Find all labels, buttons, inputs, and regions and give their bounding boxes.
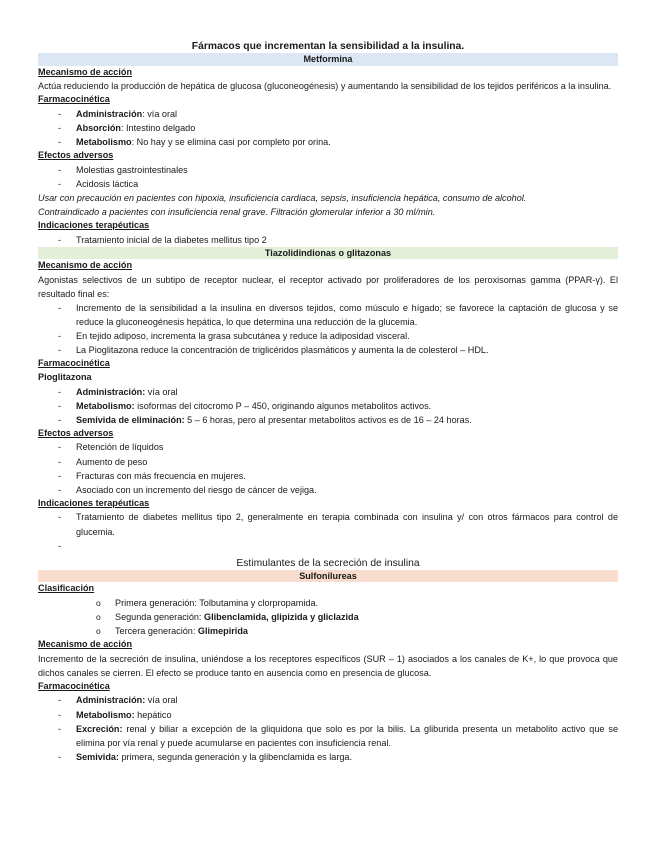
heading-mecanismo: Mecanismo de acción (38, 639, 133, 650)
heading-efectos: Efectos adversos (38, 427, 114, 438)
section-band-sulfonilureas: Sulfonilureas (38, 570, 618, 583)
list-resultados (38, 301, 618, 357)
list-indicaciones (38, 233, 618, 247)
heading-indicaciones: Indicaciones terapéuticas (38, 220, 150, 231)
heading-farmacocinetica: Farmacocinética (38, 358, 110, 369)
section-title-estimulantes: Estimulantes de la secreción de insulina (236, 557, 420, 569)
heading-indicaciones: Indicaciones terapéuticas (38, 497, 150, 508)
subheading-pioglitazona: Pioglitazona (38, 371, 92, 382)
list-clasificacion (38, 596, 618, 638)
list-item: - Administración: vía oral (38, 385, 618, 399)
list-farmacocinetica (38, 693, 618, 763)
note-contraindicado: Contraindicado a pacientes con insuficiencia renal grave. Filtración glomerular inferior a 30 ml/min. (38, 206, 436, 217)
list-item: - Fracturas con más frecuencia en mujeres. (38, 469, 618, 483)
list-efectos (38, 440, 618, 496)
list-item: - Absorción: Intestino delgado (38, 121, 618, 135)
list-farmacocinetica (38, 385, 618, 427)
heading-mecanismo: Mecanismo de acción (38, 260, 133, 271)
list-item-empty (38, 539, 618, 553)
list-item: - Acidosis láctica (38, 177, 618, 191)
heading-mecanismo: Mecanismo de acción (38, 66, 133, 77)
list-item: - Incremento de la sensibilidad a la insulina en diversos tejidos, como músculo e hígado; se favorece la captación de glucosa y se reduce la gluconeogénesis hepática, lo que determina una reducción de la glucemia. (38, 301, 618, 329)
note-precaucion: Usar con precaución en pacientes con hipoxia, insuficiencia cardiaca, sepsis, insuficiencia hepática, consumo de alcohol. (38, 192, 527, 203)
list-item: - Asociado con un incremento del riesgo de cáncer de vejiga. (38, 483, 618, 497)
heading-farmacocinetica: Farmacocinética (38, 94, 110, 105)
list-item: - Tratamiento inicial de la diabetes mellitus tipo 2 (38, 233, 618, 247)
list-item: o Primera generación: Tolbutamina y clorpropamida. (38, 596, 618, 610)
list-item: - En tejido adiposo, incrementa la grasa subcutánea y reduce la adiposidad visceral. (38, 329, 618, 343)
list-item: - Semivida: primera, segunda generación y la glibenclamida es larga. (38, 750, 618, 764)
list-item: - La Pioglitazona reduce la concentración de triglicéridos plasmáticos y aumenta la de colesterol – HDL. (38, 343, 618, 357)
heading-clasificacion: Clasificación (38, 583, 95, 594)
list-item: - Administración: vía oral (38, 693, 618, 707)
list-item: o Segunda generación: Glibenclamida, glipizida y gliclazida (38, 610, 618, 624)
list-farmacocinetica (38, 107, 618, 149)
list-efectos (38, 163, 618, 191)
heading-farmacocinetica: Farmacocinética (38, 680, 110, 691)
paragraph-mecanismo: Incremento de la secreción de insulina, uniéndose a los receptores específicos (SUR – 1) asociados a los canales de K+, lo que provoca que dichos canales se cierren. El efecto se produce tanto en ausencia como en presencia de glucosa. (38, 653, 618, 678)
section-band-metformina: Metformina (38, 53, 618, 66)
list-item: - Metabolismo: isoformas del citocromo P – 450, originando algunos metabolitos activos. (38, 399, 618, 413)
list-item: - Metabolismo: No hay y se elimina casi por completo por orina. (38, 135, 618, 149)
list-item: - Molestias gastrointestinales (38, 163, 618, 177)
section-band-tiazolidindionas: Tiazolidindionas o glitazonas (38, 247, 618, 260)
list-item: - Retención de líquidos (38, 440, 618, 454)
list-item: o Tercera generación: Glimepirida (38, 624, 618, 638)
list-item: - Administración: vía oral (38, 107, 618, 121)
document-page (38, 40, 618, 764)
list-item: - Tratamiento de diabetes mellitus tipo 2, generalmente en terapia combinada con insulina y/ con otros fármacos para control de glucemia. (38, 510, 618, 538)
list-item: - Semivida de eliminación: 5 – 6 horas, pero al presentar metabolitos activos es de 16 – 24 horas. (38, 413, 618, 427)
list-indicaciones (38, 510, 618, 552)
list-item: - Excreción: renal y biliar a excepción de la gliquidona que solo es por la bilis. La gliburida presenta un metabolito activo que se elimina por vía renal y puede acumularse en pacientes con insuficiencia renal. (38, 722, 618, 750)
heading-efectos: Efectos adversos (38, 150, 114, 161)
page-title: Fármacos que incrementan la sensibilidad a la insulina. (191, 41, 465, 52)
paragraph-mecanismo: Agonistas selectivos de un subtipo de receptor nuclear, el receptor activado por proliferadores de los peroxisomas gamma (PPAR-γ). El resultado final es: (38, 274, 618, 299)
list-item: - Aumento de peso (38, 455, 618, 469)
paragraph-mecanismo: Actúa reduciendo la producción de hepática de glucosa (gluconeogénesis) y aumentando la sensibilidad de los tejidos periféricos a la insulina. (38, 81, 612, 92)
list-item: - Metabolismo: hepático (38, 708, 618, 722)
